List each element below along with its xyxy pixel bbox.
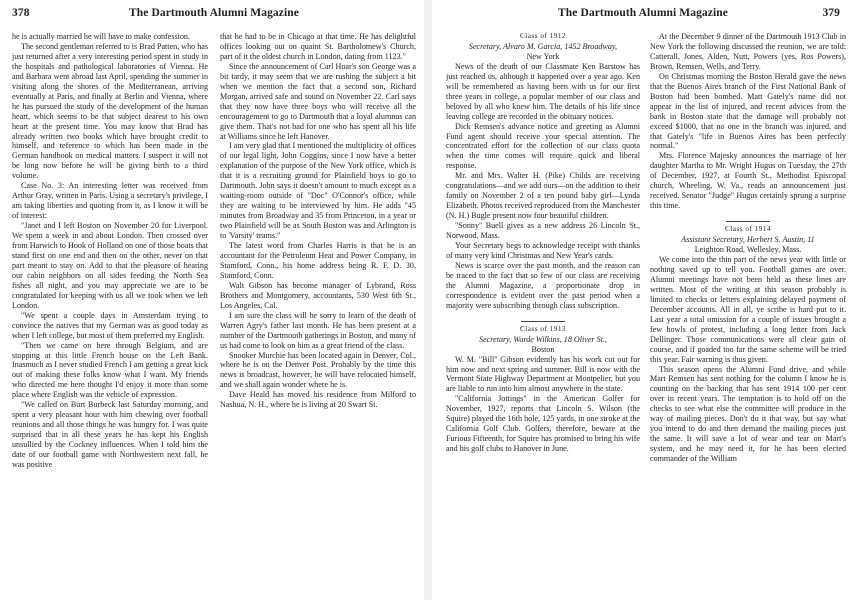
right-column-2 bbox=[650, 32, 846, 598]
paragraph: At the December 9 dinner of the Dartmouth 1913 Club in New York the following discussed the reunion, we are told: Catterall, Jones, Alden, Nutt, Powers (yes, Ros Powers), Brown, Remsen, Wells, and Terry. bbox=[650, 32, 846, 71]
paragraph: W. M. "Bill" Gibson evidently has his work cut out for him now and next spring and summer. Bill is now with the Vermont State Highway Department at Montpelier, but you are liable to run into him almost anywhere in the state. bbox=[446, 354, 640, 394]
class-1912-heading bbox=[446, 32, 640, 62]
paragraph: Since the announcement of Carl Hoar's son George was a bit tardy, it may seem that we are rushing the subject a bit when we mention the fact that a second son, Richard Morgan, arrived safe and sound on November 22. Carl says that they now have three boys who will receive all the encouragement to go to Dartmouth that a loyal alumnus can give them. That's not bad for one who has spent all his life at Williams since he left Hanover. bbox=[220, 61, 416, 141]
class-heading: Class of 1914 bbox=[724, 225, 772, 234]
left-column-2 bbox=[220, 32, 416, 598]
paragraph: Dick Remsen's advance notice and greeting as Alumni Fund agent should receive your special attention. The concentrated effort for the collection of our class quota when the time comes will require quick and liberal response. bbox=[446, 121, 640, 171]
paragraph: "California Jottings" in the American Golfer for November, 1927, reports that Lincoln S. Wilson (the Squire) played the 16th hole, 125 yards, in one stroke at the California Golf Club. Golfers, therefore, beware at the Furious Fifteenth, for Squire has promised to bring his wife and his golf clubs to Hanover in June. bbox=[446, 394, 640, 454]
page-number: 378 bbox=[12, 7, 30, 19]
paragraph: I am sure the class will be sorry to learn of the death of Warren Agry's father last month. He has been present at a number of the Dartmouth gatherings in Boston, and many of us had come to look on him as a great friend of the class. bbox=[220, 310, 416, 350]
page-gutter bbox=[424, 0, 432, 600]
paragraph: News of the death of our Classmate Ken Barstow has just reached us, although it happened over a year ago. Ken will be remembered as having been with us for our first three years in college, a popular member of our class and beloved by all who knew him. The details of his life since leaving college are recorded in the obituary notices. bbox=[446, 61, 640, 121]
paragraph: Walt Gibson has become manager of Lybrand, Ross Brothers and Montgomery, accountants, 530 West 6th St., Los Angeles, Cal. bbox=[220, 280, 416, 310]
left-column-1 bbox=[12, 32, 208, 598]
right-page-header bbox=[446, 7, 840, 23]
paragraph: The second gentleman referred to is Brad Patten, who has just returned after a very interesting period spent in study in the hospitals and pathological laboratories of Vienna. He and Barbara went abroad last April, spending the summer in visiting along the shores of the Mediterranean, arriving eventually at Paris, and finally at Berlin and Vienna, where he has pursued the study of the development of the human heart, which seems to be that subject dearest to his own heart at the present time. You may know that Brad has already written two books which have brought credit to himself, and reference to which has been made in the German handbook on medical matters. I suspect it will not be long now before he will be giving birth to a third volume. bbox=[12, 41, 208, 181]
class-heading: Class of 1913 bbox=[519, 324, 567, 333]
class-1913-heading bbox=[446, 321, 640, 355]
paragraph: Mr. and Mrs. Walter H. (Pike) Childs are receiving congratulations—and we add ours—on the addition to their family on November 2 of a ten pound baby girl—Lynda Elizabeth. Photos received reproduced from the Manchester (N. H.) Bugle present now four beautiful children. bbox=[446, 171, 640, 221]
left-page-header bbox=[12, 7, 416, 23]
secretary-line: Secretary, Alvaro M. Garcia, 1452 Broadway, bbox=[468, 41, 618, 51]
section-rule bbox=[521, 321, 565, 322]
paragraph: "We spent a couple days in Amsterdam trying to convince the natives that my German was as good today as when I left college, but most of them preferred my English. bbox=[12, 310, 208, 340]
class-heading: Class of 1912 bbox=[519, 32, 567, 40]
paragraph: Dave Heald has moved his residence from Milford to Nashua, N. H., where he is living at 20 Swart St. bbox=[220, 390, 416, 410]
paragraph: "Janet and I left Boston on November 20 for Liverpool. We spent a week in and about London. Then crossed over from Harwich to Hook of Holland on one of those boats that stand first on one end and then on the other, never on that part meant to stay on. Add to that the pleasure of hearing our cabin neighbors on all sides feeding the North Sea fishes all night, and you may appreciate we are to be congratulated for keeping with us all we took when we left London. bbox=[12, 221, 208, 310]
paragraph: he is actually married he will have to make confession. bbox=[12, 32, 191, 41]
paragraph: We come into the thin part of the news year with little or nothing saved up to tell you. Football games are over. Alumni meetings have not been held as these lines are written. Most of the writing at this season probably is limited to checks or letters explaining delayed payment of December accounts. All in all, ye scribe is hard put to it. Last year a total omission for a couple of issues brought a few howls of protest, including a long letter from Jack Dellinger. Those communications were all clear gain of course, and if goaded too far the same scheme will be tried this year. Fair warning is thus given. bbox=[650, 255, 846, 364]
secretary-line: Assistant Secretary, Herbert S. Austin, 11 bbox=[681, 235, 815, 245]
paragraph: Snooker Murchie has been located again in Denver, Col., where he is on the Denver Post. Probably by the time this news is broadcast, however, he will have relocated himself, and we shall again wonder where he is. bbox=[220, 350, 416, 390]
secretary-city: Boston bbox=[531, 344, 555, 354]
paragraph: that he had to be in Chicago at that time. He has delightful offices looking out on quaint St. Bartholomew's Church, part of it the oldest church in London, dating from 1123." bbox=[220, 32, 416, 61]
running-title: The Dartmouth Alumni Magazine bbox=[129, 7, 299, 19]
paragraph: News is scarce over the past month, and the reason can be traced to the fact that so few of our class are receiving the Alumni Magazine, a proportionate drop in correspondence is evident over the past period when a majority were subscribing through class subscription. bbox=[446, 260, 640, 310]
secretary-city: New York bbox=[526, 51, 560, 61]
class-1914-heading bbox=[650, 221, 846, 255]
paragraph: "Sonny" Buell gives as a new address 26 Lincoln St., Norwood, Mass. bbox=[446, 221, 640, 241]
paragraph: "We called on Burt Burbeck last Saturday morning, and spent a very pleasant hour with him chewing over football reunions and all those things he was hungry for. I was quite surprised that in all these years he has kept his English unsullied by the Cockney influences. When I told him the date of our football game with Northwestern next fall, he was positive bbox=[12, 400, 208, 469]
page-number: 379 bbox=[822, 7, 840, 19]
paragraph: Your Secretary begs to acknowledge receipt with thanks of many very kind Christmas and New Year's cards. bbox=[446, 241, 640, 260]
right-column-1 bbox=[446, 32, 640, 598]
paragraph: The latest word from Charles Harris is that he is an accountant for the Petroleum Heat and Power Company, in Stamford, Conn., his home address being R. F. D. 30, Stamford, Conn. bbox=[220, 241, 416, 280]
paragraph: This season opens the Alumni Fund drive, and while Mart Remsen has sent nothing for the column I know he is counting on the backing that has sent 1914 100 per cent over in recent years. The temptation is to hold off on the checks to see what else the committee will produce in the way of mailing pieces. Don't do it that way, but say what you intend to do and then demand the mailing pieces just the same. It will save a lot of wear and tear on Mart's system, and he may need it, for he has been elected commander of the William bbox=[650, 364, 846, 464]
paragraph: I am very glad that I mentioned the multiplicity of offices of our legal light, John Coggins, since I now have a better explanation of the purpose of the New York office, which is that it is a recruiting ground for Plainfield boys to go to Dartmouth. John says it doesn't amount to much except as a waiting-room outside of "Doc" O'Connor's office, while they are waiting to be interviewed by him. He adds "45 minutes from Broadway and 35 from Princeton, in a year or two Plainfield will be as South Boston was and Arlington is to 'Varsity' teams." bbox=[220, 141, 416, 241]
section-rule bbox=[726, 221, 770, 222]
secretary-city: Leighton Road, Wellesley, Mass. bbox=[694, 245, 802, 255]
paragraph: "Then we came on here through Belgium, and are stopping at this little French house on the Left Bank. Inasmuch as I never studied French I am getting a great kick out of making these folks know what I want. My friends who directed me here thought I'd enjoy it more than some place where English was the vehicle of expression. bbox=[12, 340, 208, 400]
paragraph: Case No. 3: An interesting letter was received from Arthur Gray, written in Paris. Using a secretary's privilege, I am taking liberties and quoting from it, as I know it will be of interest: bbox=[12, 181, 208, 221]
left-page bbox=[0, 0, 424, 600]
right-page bbox=[432, 0, 852, 600]
paragraph: Mrs. Florence Majesky announces the marriage of her daughter Martha to Mr. Wright Hugus on Tuesday, the 27th of December, 1927, at Fourth St., Methodist Episcopal church, Wheeling, W. Va., reads an announcement just received. Senator "Judge" Hugus certainly sprung a surprise this time. bbox=[650, 151, 846, 211]
secretary-line: Secretary, Warde Wilkins, 18 Oliver St., bbox=[479, 334, 607, 344]
running-title: The Dartmouth Alumni Magazine bbox=[558, 7, 728, 19]
paragraph: On Christmas morning the Boston Herald gave the news that the Buenos Aires branch of the First National Bank of Boston had been bombed. Matt Gately's name did not appear in the list of injured, and recent advices from the bank in Boston state that the damage will probably not exceed $1000, that no one in the branch was injured, and that Gately's "life in Buenos Aires has been perfectly normal." bbox=[650, 71, 846, 151]
